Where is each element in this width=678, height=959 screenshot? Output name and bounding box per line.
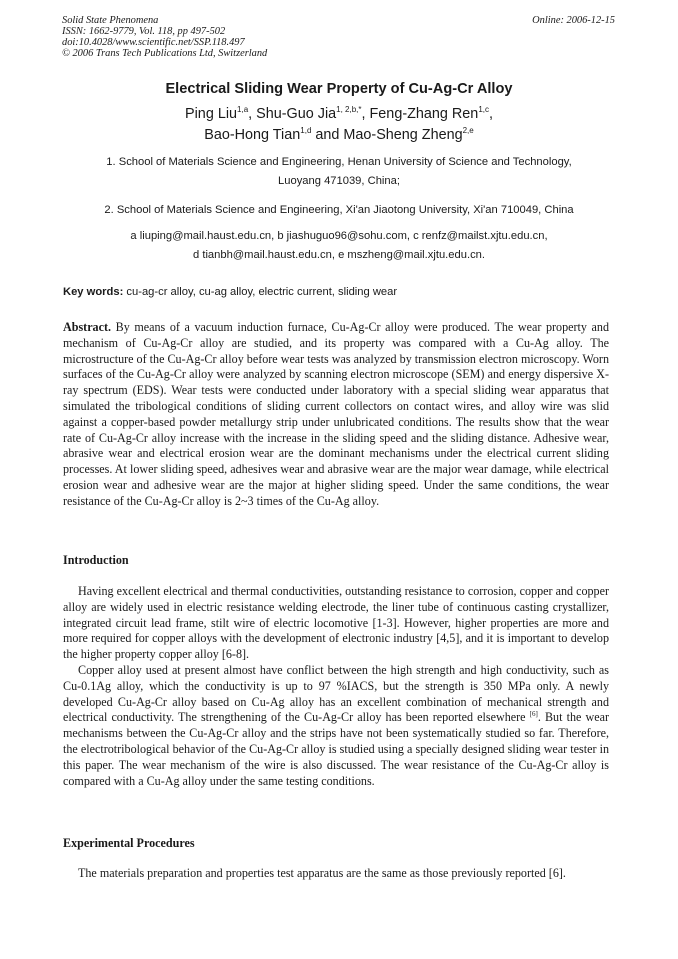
introduction-paragraph-2 (63, 663, 609, 789)
emails-line-1[interactable]: a liuping@mail.haust.edu.cn, b jiashuguo96@sohu.com, c renfz@mailst.xjtu.edu.cn, (130, 230, 548, 242)
abstract (63, 320, 609, 510)
experimental-paragraph-1: The materials preparation and properties test apparatus are the same as those previously reported [6]. (78, 866, 566, 880)
author-affiliation-mark: 1,a (237, 105, 249, 114)
author-affiliation-mark: 1,c (478, 105, 489, 114)
author-name: Shu-Guo Jia (256, 106, 337, 122)
online-date: Online: 2006-12-15 (532, 15, 615, 26)
introduction-body (63, 584, 609, 789)
journal-header (62, 15, 442, 59)
paragraph-text: . But the wear mechanisms between the Cu-Ag-Cr alloy and the strips have not been systematically studied so far. Therefore, the electrotribological behavior of the Cu-Ag-Cr alloy is studied using a specially designed sliding wear tester in this paper. The wear mechanism of the wire is also discussed. The wear resistance of the Cu-Ag-Cr alloy is compared with a Cu-Ag alloy under the same testing conditions. (63, 710, 609, 788)
journal-issn: ISSN: 1662-9779, Vol. 118, pp 497-502 (62, 26, 226, 37)
affiliation-1-line-2: Luoyang 471039, China; (278, 175, 400, 187)
author-separator: and (311, 127, 344, 143)
paragraph-text: Copper alloy used at present almost have conflict between the high strength and high conductivity, such as Cu-0.1Ag alloy, which the conductivity is up to 97 %IACS, but the strength is 350 MPa only. A newly developed Cu-Ag-Cr alloy based on Cu-Ag alloy has an excellent combination of mechanical strength and electrical conductivity. The strengthening of the Cu-Ag-Cr alloy has been reported elsewhere (63, 662, 609, 725)
introduction-paragraph-1: Having excellent electrical and thermal conductivities, outstanding resistance to corrosion, copper and copper alloy are widely used in electric resistance welding electrode, the liner tube of continuous casting crystallizer, integrated circuit lead frame, stilt wire of electric locomotive [1-3]. However, higher properties are more and more required for copper alloys with the development of electronic industry [4,5], and it is important to develop the higher property copper alloy [6-8]. (63, 584, 609, 662)
author-emails (0, 227, 678, 265)
affiliation-2 (0, 201, 678, 220)
journal-copyright: © 2006 Trans Tech Publications Ltd, Switzerland (62, 48, 268, 59)
paper-title: Electrical Sliding Wear Property of Cu-Ag-Cr Alloy (165, 81, 513, 97)
journal-doi[interactable]: doi:10.4028/www.scientific.net/SSP.118.497 (62, 37, 245, 48)
affiliation-1-line-1: 1. School of Materials Science and Engineering, Henan University of Science and Technology, (106, 156, 572, 168)
author-affiliation-mark: 2,e (462, 126, 474, 135)
keywords-text: cu-ag-cr alloy, cu-ag alloy, electric current, sliding wear (123, 286, 398, 298)
author-separator: , (488, 106, 493, 122)
author-name: Mao-Sheng Zheng (343, 127, 463, 143)
author-name: Ping Liu (185, 106, 238, 122)
section-heading-introduction: Introduction (63, 553, 129, 567)
journal-name: Solid State Phenomena (62, 15, 159, 26)
author-affiliation-mark: 1, 2,b,* (336, 105, 362, 114)
keywords (63, 284, 623, 300)
affiliation-1 (0, 153, 678, 191)
abstract-label: Abstract. (63, 320, 112, 334)
author-list (0, 104, 678, 146)
author-line-2 (0, 125, 678, 146)
author-affiliation-mark: 1,d (300, 126, 312, 135)
section-heading-experimental: Experimental Procedures (63, 836, 195, 850)
author-name: Bao-Hong Tian (204, 127, 301, 143)
affiliation-2-line: 2. School of Materials Science and Engineering, Xi'an Jiaotong University, Xi'an 710049, China (104, 204, 574, 216)
abstract-text: By means of a vacuum induction furnace, Cu-Ag-Cr alloy were produced. The wear property and mechanism of Cu-Ag-Cr alloy are studied, and its property was compared with a Cu-Ag alloy. The microstructure of the Cu-Ag-Cr alloy before wear tests was analyzed by transmission electron microscopy. Worn surfaces of the Cu-Ag-Cr alloy were analyzed by scanning electron microscope (SEM) and energy dispersive X-ray spectrum (EDS). Wear tests were conducted under laboratory with a special sliding wear apparatus that simulated the tribological conditions of sliding current collectors on contact wires, and alloy wire was slid against a copper-based powder metallurgy strip under unlubricated conditions. The results show that the wear rate of Cu-Ag-Cr alloy increase with the increase in the sliding speed and the sliding distance. Adhesive wear, abrasive wear and electrical erosion wear are the dominant mechanisms under the electrical current sliding processes. At lower sliding speed, adhesives wear and abrasive wear are the major wear damage, while electrical erosion wear and adhesive wear are the major at higher sliding speed. Under the same conditions, the wear resistance of the Cu-Ag-Cr alloy is 2~3 times of the Cu-Ag alloy. (63, 320, 609, 508)
author-separator: , (361, 106, 370, 122)
experimental-body (63, 866, 609, 882)
keywords-label: Key words: (63, 286, 124, 298)
citation-superscript[interactable]: [6] (529, 710, 538, 719)
emails-line-2[interactable]: d tianbh@mail.haust.edu.cn, e mszheng@mail.xjtu.edu.cn. (193, 249, 485, 261)
author-line-1 (0, 104, 678, 125)
author-name: Feng-Zhang Ren (369, 106, 479, 122)
author-separator: , (248, 106, 257, 122)
